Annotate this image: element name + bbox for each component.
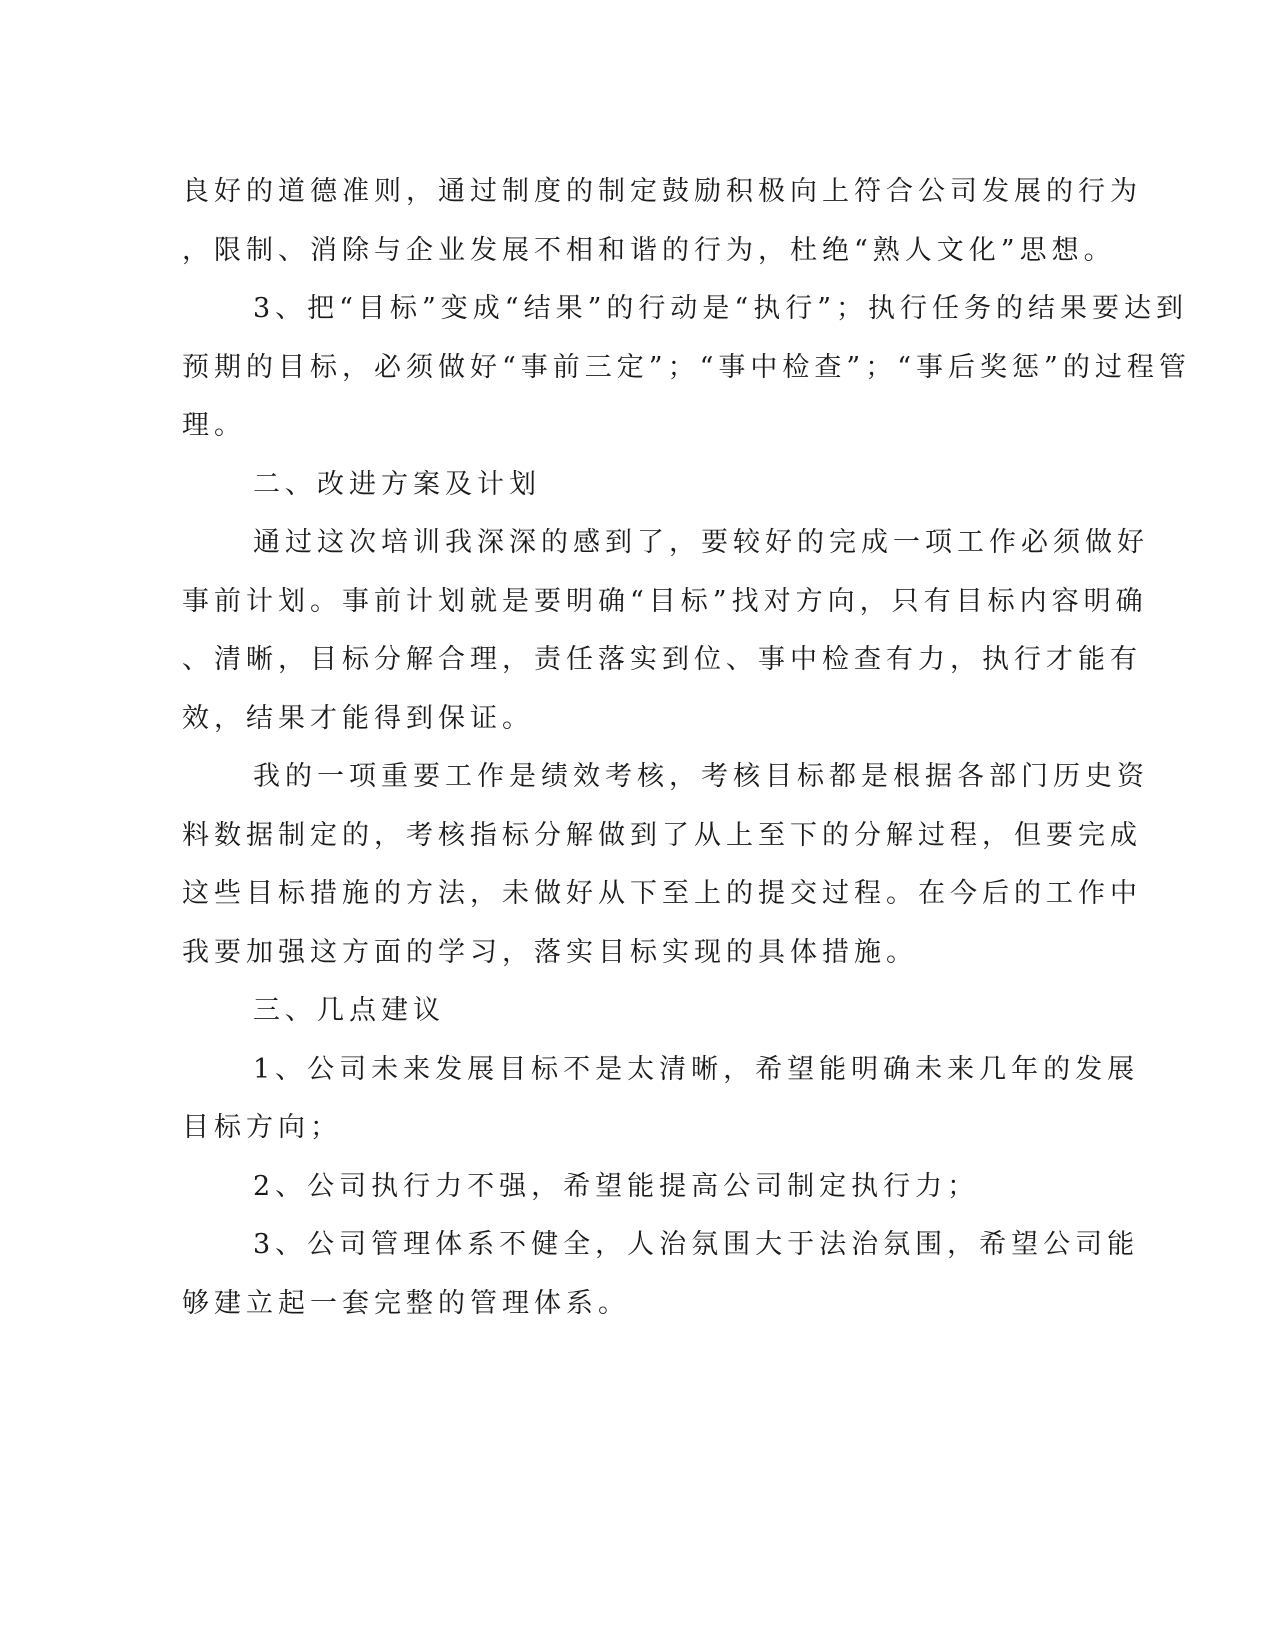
text-line: 理。 [182, 410, 246, 441]
text-line: 这些目标措施的方法，未做好从下至上的提交过程。在今后的工作中 [182, 878, 1142, 909]
section-heading: 二、改进方案及计划 [253, 468, 541, 500]
text-line: 2、公司执行力不强，希望能提高公司制定执行力； [253, 1170, 980, 1202]
text-line: 3、公司管理体系不健全，人治氛围大于法治氛围，希望公司能 [253, 1229, 1140, 1260]
text-line: 通过这次培训我深深的感到了，要较好的完成一项工作必须做好 [253, 527, 1149, 558]
text-line: 3、把“目标”变成“结果”的行动是“执行”；执行任务的结果要达到 [253, 293, 1188, 324]
text-line: 料数据制定的，考核指标分解做到了从上至下的分解过程，但要完成 [182, 819, 1142, 851]
text-line: 目标方向； [182, 1112, 342, 1143]
text-line: 效，结果才能得到保证。 [182, 702, 534, 734]
document-body [182, 163, 1191, 1333]
text-line: 预期的目标，必须做好“事前三定”；“事中检查”；“事后奖惩”的过程管 [182, 351, 1191, 383]
text-line: 我的一项重要工作是绩效考核，考核目标都是根据各部门历史资 [253, 761, 1149, 792]
section-heading: 三、几点建议 [253, 995, 445, 1026]
text-line: 够建立起一套完整的管理体系。 [182, 1287, 630, 1319]
text-line: 、清晰，目标分解合理，责任落实到位、事中检查有力，执行才能有 [182, 644, 1142, 675]
text-line: 良好的道德准则，通过制度的制定鼓励积极向上符合公司发展的行为 [182, 176, 1142, 207]
text-line: ，限制、消除与企业发展不相和谐的行为，杜绝“熟人文化”思想。 [182, 234, 1116, 266]
text-line: 我要加强这方面的学习，落实目标实现的具体措施。 [182, 936, 918, 968]
text-line: 事前计划。事前计划就是要明确“目标”找对方向，只有目标内容明确 [182, 585, 1148, 617]
text-line: 1、公司未来发展目标不是太清晰，希望能明确未来几年的发展 [253, 1053, 1140, 1085]
